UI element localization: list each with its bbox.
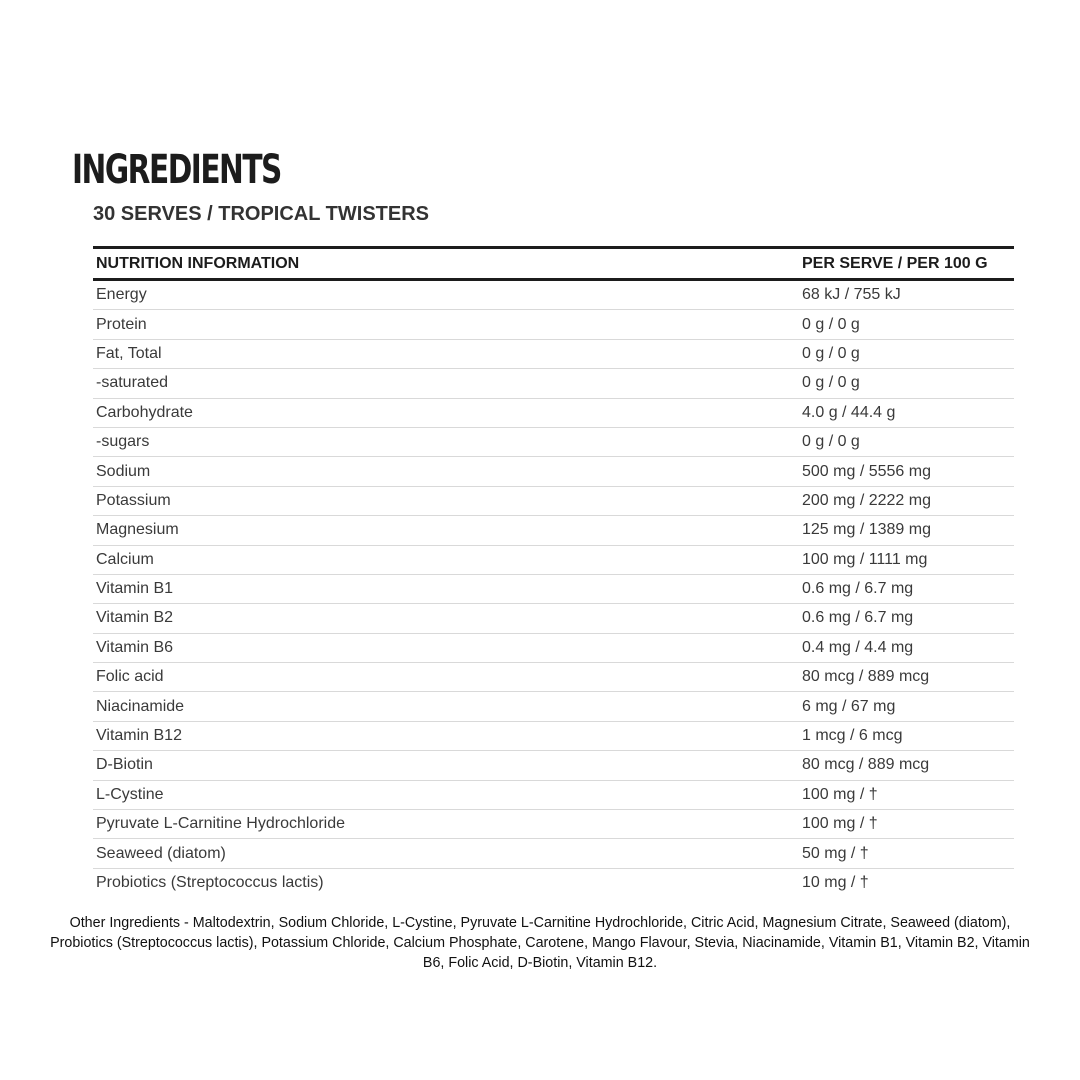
nutrient-value: 100 mg / † — [799, 810, 1014, 839]
nutrient-name: Magnesium — [93, 516, 799, 545]
nutrition-table-body — [93, 280, 1014, 898]
column-header-nutrient: NUTRITION INFORMATION — [93, 248, 799, 280]
nutrient-name: L-Cystine — [93, 780, 799, 809]
table-row — [93, 692, 1014, 721]
page-title: INGREDIENTS — [72, 147, 281, 193]
nutrient-value: 0.4 mg / 4.4 mg — [799, 633, 1014, 662]
nutrient-name: Fat, Total — [93, 339, 799, 368]
nutrient-name: D-Biotin — [93, 751, 799, 780]
nutrient-value: 0 g / 0 g — [799, 427, 1014, 456]
nutrient-value: 100 mg / 1111 mg — [799, 545, 1014, 574]
table-row — [93, 516, 1014, 545]
nutrient-name: Pyruvate L-Carnitine Hydrochloride — [93, 810, 799, 839]
table-row — [93, 339, 1014, 368]
nutrition-table-header — [93, 248, 1014, 280]
other-ingredients-text: Other Ingredients - Maltodextrin, Sodium Chloride, L-Cystine, Pyruvate L-Carnitine Hydrochloride, Citric Acid, Magnesium Citrate, Seaweed (diatom), Probiotics (Streptococcus lactis), Potassium Chloride, Calcium Phosphate, Carotene, Mango Flavour, Stevia, Niacinamide, Vitamin B1, Vitamin B2, Vitamin B6, Folic Acid, D-Biotin, Vitamin B12. — [50, 915, 1030, 971]
nutrient-name: Niacinamide — [93, 692, 799, 721]
nutrient-name: Vitamin B6 — [93, 633, 799, 662]
nutrient-name: Folic acid — [93, 663, 799, 692]
table-row — [93, 780, 1014, 809]
table-row — [93, 310, 1014, 339]
nutrient-value: 0.6 mg / 6.7 mg — [799, 574, 1014, 603]
table-row — [93, 369, 1014, 398]
nutrient-name: -sugars — [93, 427, 799, 456]
nutrient-name: Vitamin B12 — [93, 721, 799, 750]
table-row — [93, 545, 1014, 574]
table-row — [93, 427, 1014, 456]
nutrient-value: 200 mg / 2222 mg — [799, 486, 1014, 515]
nutrient-name: Carbohydrate — [93, 398, 799, 427]
nutrient-value: 100 mg / † — [799, 780, 1014, 809]
nutrient-name: Probiotics (Streptococcus lactis) — [96, 874, 324, 891]
nutrient-value: 10 mg / † — [802, 874, 869, 891]
nutrition-table-container — [93, 246, 1014, 897]
nutrient-name: Protein — [93, 310, 799, 339]
table-row — [93, 486, 1014, 515]
table-row — [93, 751, 1014, 780]
nutrient-value: 50 mg / † — [799, 839, 1014, 868]
nutrient-name: Potassium — [93, 486, 799, 515]
nutrient-value: 0 g / 0 g — [799, 310, 1014, 339]
table-row — [93, 604, 1014, 633]
table-row — [93, 721, 1014, 750]
nutrient-value: 6 mg / 67 mg — [799, 692, 1014, 721]
nutrient-name: -saturated — [93, 369, 799, 398]
table-row — [93, 633, 1014, 662]
nutrient-name: Seaweed (diatom) — [93, 839, 799, 868]
product-subtitle: 30 SERVES / TROPICAL TWISTERS — [93, 203, 429, 225]
table-row — [93, 663, 1014, 692]
nutrient-name: Sodium — [93, 457, 799, 486]
nutrient-value: 80 mcg / 889 mcg — [799, 663, 1014, 692]
nutrition-table — [93, 246, 1014, 897]
table-row — [93, 574, 1014, 603]
nutrient-value: 125 mg / 1389 mg — [799, 516, 1014, 545]
nutrient-value: 0.6 mg / 6.7 mg — [799, 604, 1014, 633]
column-header-value: PER SERVE / PER 100 G — [799, 248, 1014, 280]
table-row — [93, 810, 1014, 839]
nutrient-value: 1 mcg / 6 mcg — [799, 721, 1014, 750]
table-row — [93, 280, 1014, 310]
nutrient-value: 80 mcg / 889 mcg — [799, 751, 1014, 780]
table-row — [93, 839, 1014, 868]
table-header-row — [93, 248, 1014, 280]
nutrient-name: Vitamin B2 — [93, 604, 799, 633]
nutrient-value: 0 g / 0 g — [799, 339, 1014, 368]
nutrient-value: 0 g / 0 g — [799, 369, 1014, 398]
nutrient-name: Calcium — [93, 545, 799, 574]
table-row — [93, 868, 1014, 897]
nutrient-value: 500 mg / 5556 mg — [799, 457, 1014, 486]
table-row — [93, 398, 1014, 427]
nutrient-name: Vitamin B1 — [93, 574, 799, 603]
nutrient-value: 68 kJ / 755 kJ — [799, 280, 1014, 310]
nutrient-value: 4.0 g / 44.4 g — [799, 398, 1014, 427]
nutrient-name: Energy — [93, 280, 799, 310]
table-row — [93, 457, 1014, 486]
